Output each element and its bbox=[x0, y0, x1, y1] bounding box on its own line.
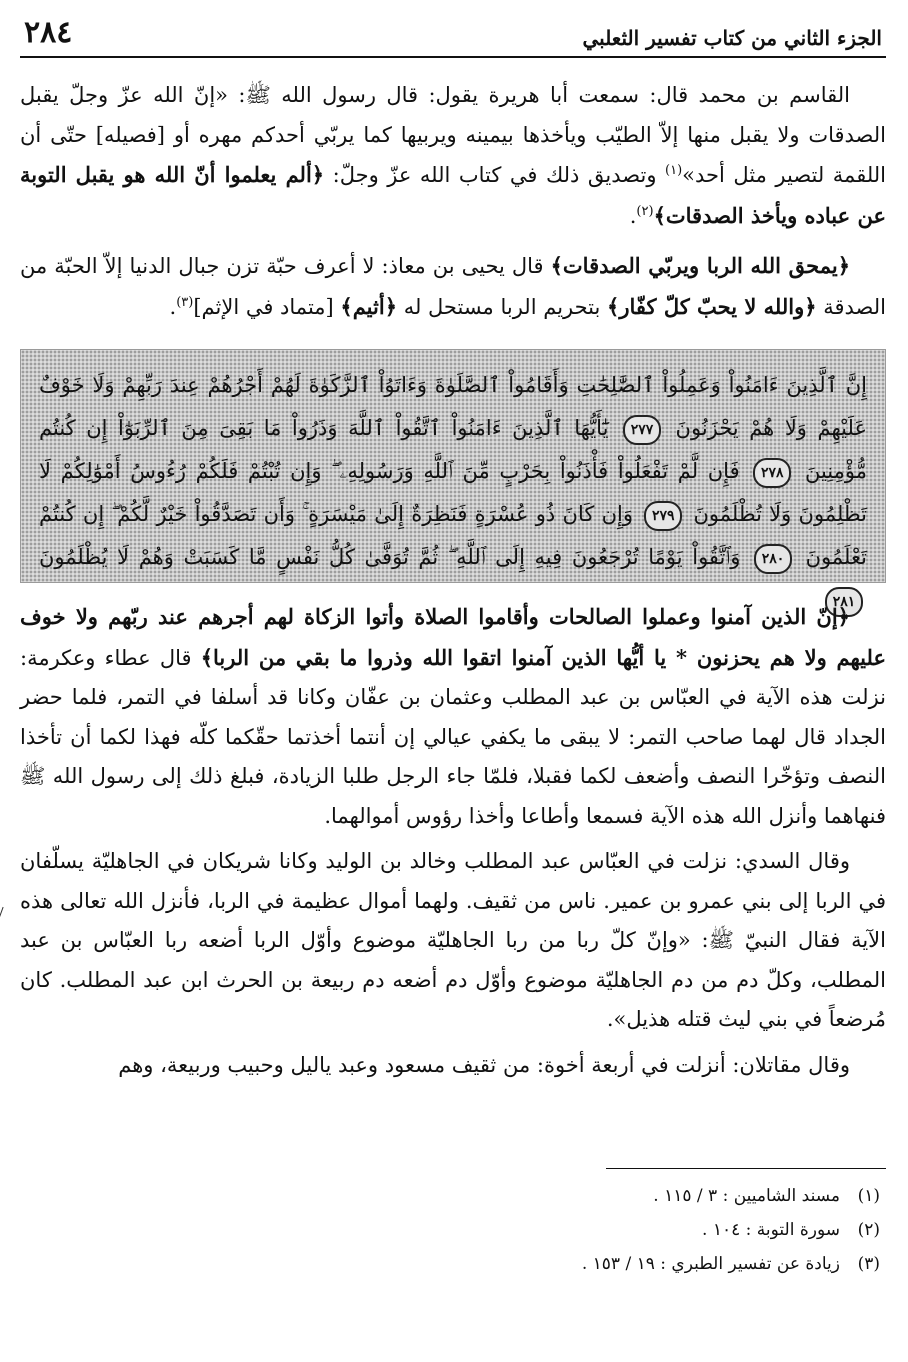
paragraph-muqatil bbox=[20, 1046, 886, 1086]
footnotes bbox=[20, 1168, 886, 1281]
verse-part: إِنَّ ٱلَّذِينَ ءَامَنُواْ وَعَمِلُواْ ٱلصَّٰلِحَٰتِ وَأَقَامُواْ ٱلصَّلَوٰةَ وَءَاتَوُاْ ٱلزَّكَوٰةَ لَهُمْ أَجْرُهُمْ عِندَ رَبِّهِمْ وَلَا خَوْفٌ عَلَيْهِمْ وَلَا هُمْ يَحْزَنُونَ bbox=[39, 373, 867, 440]
ayah-number-marker: ٢٧٩ bbox=[644, 501, 682, 531]
footnote-number: (٣) bbox=[857, 1254, 880, 1274]
verse-part: فَإِن لَّمْ تَفْعَلُواْ فَأْذَنُواْ بِحَرْبٍ مِّنَ ٱللَّهِ وَرَسُولِهِۦ ۖ وَإِن تُبْتُمْ فَلَكُمْ رُءُوسُ أَمْوَٰلِكُمْ لَا تَظْلِمُونَ وَلَا تُظْلَمُونَ bbox=[39, 459, 867, 526]
footnote-number: (١) bbox=[857, 1186, 880, 1206]
quran-quote: ﴿إنّ الذين آمنوا وعملوا الصالحات وأقاموا الصلاة وأتوا الزكاة لهم أجرهم عند ربّهم ولا خوف عليهم ولا هم يحزنون * يا أيُّها الذين آمنوا اتقوا الله وذروا ما بقي من الربا﴾ bbox=[20, 604, 886, 670]
footnote-text: سورة التوبة : ١٠٤ . bbox=[702, 1220, 840, 1240]
paragraph-text: وقال السدي: نزلت في العبّاس عبد المطلب وخالد بن الوليد وكانا شريكان في الجاهليّة يسلّفان في الربا إلى بني عمرو بن عمير. ناس من ثقيف. ولهما أموال عظيمة في الربا، فأنزل الله تعالى هذه الآية فقال النبيّ ﷺ: «وإنّ كلّ ربا من ربا الجاهليّة موضوع وأوّل الربا أضعه ربا العبّاس بن عبد المطلب، وكلّ دم من دم الجاهليّة موضوع وأوّل دم أضعه دم ربيعة بن الحرث ابن عبد المطلب. كان مُرضعاً في بني ليث قتله هذيل». bbox=[20, 849, 886, 1031]
ayah-number-marker: ٢٨٠ bbox=[754, 544, 792, 574]
ayah-number-marker: ٢٧٨ bbox=[753, 458, 791, 488]
paragraph-text: وتصديق ذلك في كتاب الله عزّ وجلّ: bbox=[324, 163, 666, 187]
paragraph-hadith bbox=[20, 76, 886, 236]
margin-pen-mark bbox=[0, 907, 11, 923]
quran-quote: ﴿والله لا يحبّ كلّ كفّار﴾ bbox=[607, 293, 817, 319]
footnote-item bbox=[20, 1213, 886, 1247]
quran-quote: ﴿يمحق الله الربا ويربّي الصدقات﴾ bbox=[550, 253, 850, 278]
quran-quote: ﴿ألم يعلموا أنّ الله هو يقبل التوبة عن عباده ويأخذ الصدقات﴾ bbox=[20, 162, 886, 228]
verse-text bbox=[39, 364, 867, 622]
paragraph-text: قال يحيى بن معاذ: لا أعرف حبّة تزن جبال الدنيا إلاّ الحبّة من الصدقة bbox=[20, 254, 886, 319]
paragraph-suddi bbox=[20, 842, 886, 1040]
paragraph-text: القاسم بن محمد قال: سمعت أبا هريرة يقول: قال رسول الله ﷺ: «إنّ الله عزّ وجلّ يقبل الصدقات ولا يقبل منها إلاّ الطيّب ويأخذها بيمينه ويربيها كما يربّي أحدكم مهره أو [فصيله] حتّى أن اللقمة لتصير مثل أحد» bbox=[20, 83, 886, 187]
ayah-number-marker: ٢٨١ bbox=[825, 587, 863, 617]
paragraph-text: قال عطاء وعكرمة: نزلت هذه الآية في العبّاس بن عبد المطلب وعثمان بن عفّان وكانا قد أسلفا في التمر، فلما حضر الجداد قال لهما صاحب التمر: لا يبقى ما يكفي عيالي إن أنتما أخذتما حقّكما كلّه فهذا لكما أن تأخذا النصف وتؤخّرا النصف وأضعف لكما فقبلا، فلمّا جاء الرجل طلبا الزيادة، فبلغ ذلك إلى رسول الله ﷺ فنهاهما وأنزل الله هذه الآية فسمعا وأطاعا وأخذا رؤوس أموالهما. bbox=[20, 645, 886, 828]
paragraph-text: وقال مقاتلان: أنزلت في أربعة أخوة: من ثقيف مسعود وعبد ياليل وحبيب وربيعة، وهم bbox=[118, 1052, 850, 1077]
footnote-divider bbox=[606, 1168, 886, 1169]
footnote-ref: (١) bbox=[665, 163, 683, 178]
paragraph-tafsir bbox=[20, 597, 886, 836]
ayah-number-marker: ٢٧٧ bbox=[623, 415, 661, 445]
verse-part: يَٰٓأَيُّهَا ٱلَّذِينَ ءَامَنُواْ ٱتَّقُواْ ٱللَّهَ وَذَرُواْ مَا بَقِىَ مِنَ ٱلرِّبَوٰٓاْ إِن كُنتُم مُّؤْمِنِينَ bbox=[39, 416, 867, 483]
paragraph-commentary bbox=[20, 246, 886, 327]
verse-part: وَٱتَّقُواْ يَوْمًا تُرْجَعُونَ فِيهِ إِلَى ٱللَّهِ ۖ ثُمَّ تُوَفَّىٰ كُلُّ نَفْسٍ مَّا كَسَبَتْ وَهُمْ لَا يُظْلَمُونَ bbox=[39, 545, 741, 569]
paragraph-text: [متماد في الإثم] bbox=[193, 294, 341, 319]
footnote-number: (٢) bbox=[857, 1220, 880, 1240]
footnote-text: مسند الشاميين : ٣ / ١١٥ . bbox=[653, 1186, 840, 1206]
footnote-item bbox=[20, 1179, 886, 1213]
paragraph-text: بتحريم الربا مستحل له bbox=[397, 294, 608, 319]
paragraph-end: . bbox=[629, 203, 637, 228]
footnote-ref: (٢) bbox=[636, 203, 654, 219]
paragraph-end: . bbox=[169, 294, 177, 319]
page-header bbox=[20, 12, 886, 58]
running-title: الجزء الثاني من كتاب تفسير الثعلبي bbox=[582, 26, 882, 50]
book-page bbox=[20, 12, 886, 1085]
footnote-ref: (٣) bbox=[176, 294, 194, 310]
quran-verse-box bbox=[20, 349, 886, 610]
footnote-item bbox=[20, 1247, 886, 1281]
footnote-text: زيادة عن تفسير الطبري : ١٩ / ١٥٣ . bbox=[581, 1254, 840, 1274]
quran-quote: ﴿أثيم﴾ bbox=[340, 293, 398, 319]
page-number: ٢٨٤ bbox=[24, 15, 73, 50]
verse-part: وَإِن كَانَ ذُو عُسْرَةٍ فَنَظِرَةٌ إِلَىٰ مَيْسَرَةٍ ۚ وَأَن تَصَدَّقُواْ خَيْرٌ لَّكُمْ ۖ إِن كُنتُمْ تَعْلَمُونَ bbox=[39, 502, 867, 569]
